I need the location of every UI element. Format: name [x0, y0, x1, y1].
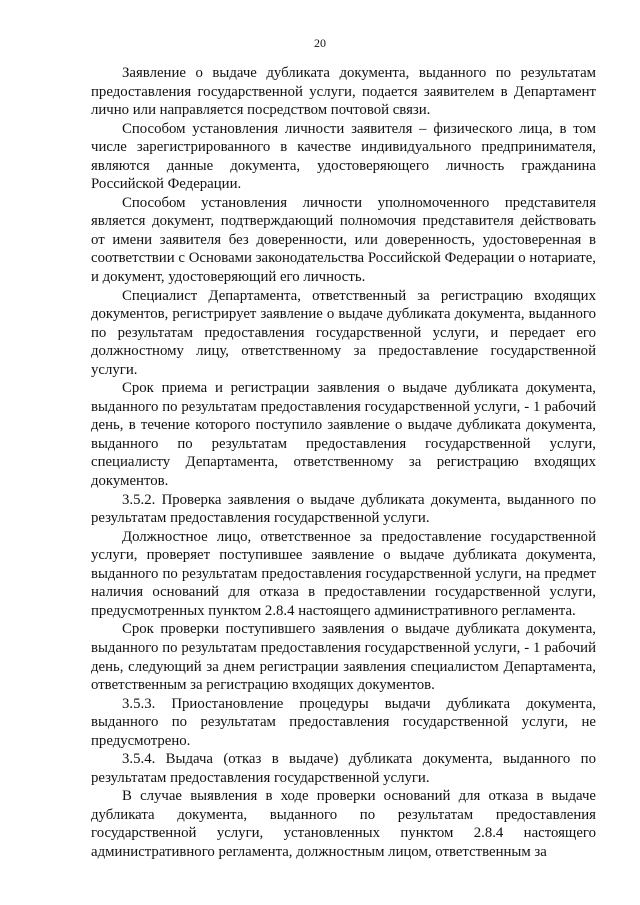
paragraph-individual-identity: Способом установления личности заявителя – физического лица, в том числе зарегистрированного в качестве индивидуального предпринимателя, являются данные документа, удостоверяющего личность гражданина Российской Федерации. [91, 120, 596, 193]
paragraph-section-3-5-3: 3.5.3. Приостановление процедуры выдачи дубликата документа, выданного по результатам предоставления государственной услуги, не предусмотрено. [91, 695, 596, 749]
paragraph-representative-identity: Способом установления личности уполномоченного представителя является документ, подтверждающий полномочия представителя действовать от имени заявителя без доверенности, или доверенность, удостоверенная в соответствии с Основами законодательства Российской Федерации о нотариате, и документ, удостоверяющий его личность. [91, 194, 596, 286]
page-number: 20 [314, 36, 326, 50]
paragraph-duplicate-application: Заявление о выдаче дубликата документа, выданного по результатам предоставления государственной услуги, подается заявителем в Департамент лично или направляется посредством почтовой связи. [91, 65, 596, 119]
paragraph-check-term: Срок проверки поступившего заявления о выдаче дубликата документа, выданного по результатам предоставления государственной услуги, - 1 рабочий день, следующий за днем регистрации заявления специалистом Департамента, ответственным за регистрацию входящих документов. [91, 621, 596, 694]
paragraph-section-3-5-2: 3.5.2. Проверка заявления о выдаче дубликата документа, выданного по результатам предоставления государственной услуги. [91, 491, 596, 527]
document-body [91, 64, 596, 862]
paragraph-refusal-grounds: В случае выявления в ходе проверки оснований для отказа в выдаче дубликата документа, выданного по результатам предоставления государственной услуги, установленных пунктом 2.8.4 настоящего административного регламента, должностным лицом, ответственным за [91, 788, 596, 860]
paragraph-registration-term: Срок приема и регистрации заявления о выдаче дубликата документа, выданного по результатам предоставления государственной услуги, - 1 рабочий день, в течение которого поступило заявление о выдаче дубликата документа, выданного по результатам предоставления государственной услуги, специалисту Департамента, ответственному за регистрацию входящих документов. [91, 380, 596, 490]
paragraph-registration: Специалист Департамента, ответственный за регистрацию входящих документов, регистрирует заявление о выдаче дубликата документа, выданного по результатам предоставления государственной услуги, и передает его должностному лицу, ответственному за предоставление государственной услуги. [91, 287, 596, 378]
paragraph-official-check: Должностное лицо, ответственное за предоставление государственной услуги, проверяет поступившее заявление о выдаче дубликата документа, выданного по результатам предоставления государственной услуги, на предмет наличия оснований для отказа в предоставлении государственной услуги, предусмотренных пунктом 2.8.4 настоящего административного регламента. [91, 528, 596, 619]
paragraph-section-3-5-4: 3.5.4. Выдача (отказ в выдаче) дубликата документа, выданного по результатам предоставления государственной услуги. [91, 751, 596, 786]
